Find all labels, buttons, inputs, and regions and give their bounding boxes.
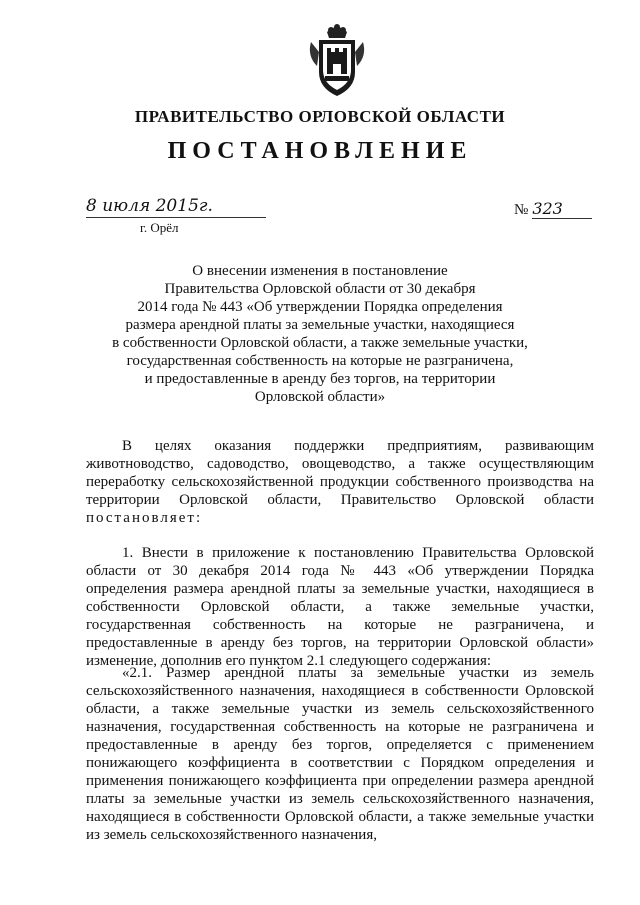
preamble-text: В целях оказания поддержки предприятиям, развивающим животноводство, садоводство, овощеводство, а также осуществляющим переработку сельскохозяйственной продукции собственного производства на территории Орловской области, Правительство Орловской области xyxy=(86,438,594,508)
resolves-word: постановляет: xyxy=(86,510,203,526)
title-line: в собственности Орловской области, а также земельные участки, xyxy=(112,335,528,351)
number-label: № xyxy=(514,202,529,218)
document-title xyxy=(90,262,550,406)
title-line: Орловской области» xyxy=(254,389,386,405)
organization-name: ПРАВИТЕЛЬСТВО ОРЛОВСКОЙ ОБЛАСТИ xyxy=(134,107,506,126)
title-line: размера арендной платы за земельные участки, находящиеся xyxy=(125,317,515,333)
title-line: и предоставленные в аренду без торгов, на территории xyxy=(144,371,496,387)
preamble-paragraph xyxy=(86,437,594,527)
coat-of-arms-icon xyxy=(305,22,369,100)
document-number xyxy=(514,199,592,219)
item-1-paragraph: 1. Внести в приложение к постановлению Правительства Орловской области от 30 декабря 2014 года № 443 «Об утверждении Порядка определения размера арендной платы за земельные участки, находящиеся в собственности Орловской области, а также земельные участки, государственная собственность на которые не разграничена, и предоставленные в аренду без торгов, на территории Орловской области» изменение, дополнив его пунктом 2.1 следующего содержания: xyxy=(86,545,594,669)
title-line: 2014 года № 443 «Об утверждении Порядка определения xyxy=(137,299,503,315)
document-type: ПОСТАНОВЛЕНИЕ xyxy=(167,138,473,164)
document-date: 8 июля 2015г. xyxy=(86,196,266,218)
title-line: Правительства Орловской области от 30 декабря xyxy=(164,281,476,297)
title-line: государственная собственность на которые не разграничена, xyxy=(126,353,514,369)
number-value: 323 xyxy=(532,199,592,219)
item-2-1-paragraph: «2.1. Размер арендной платы за земельные участки из земель сельскохозяйственного назначения, находящиеся в собственности Орловской области, а также земельные участки из земель сельскохозяйственного назначения, государственная собственность на которые не разграничена и предоставленные в аренду без торгов, определяется с применением понижающего коэффициента в соответствии с Порядком определения и применения понижающего коэффициента при определении размера арендной платы за земельные участки из земель сельскохозяйственного назначения, находящиеся в собственности Орловской области, а также земельные участки из земель сельскохозяйственного назначения, xyxy=(86,665,594,843)
title-line: О внесении изменения в постановление xyxy=(192,263,448,279)
document-city: г. Орёл xyxy=(140,220,179,235)
